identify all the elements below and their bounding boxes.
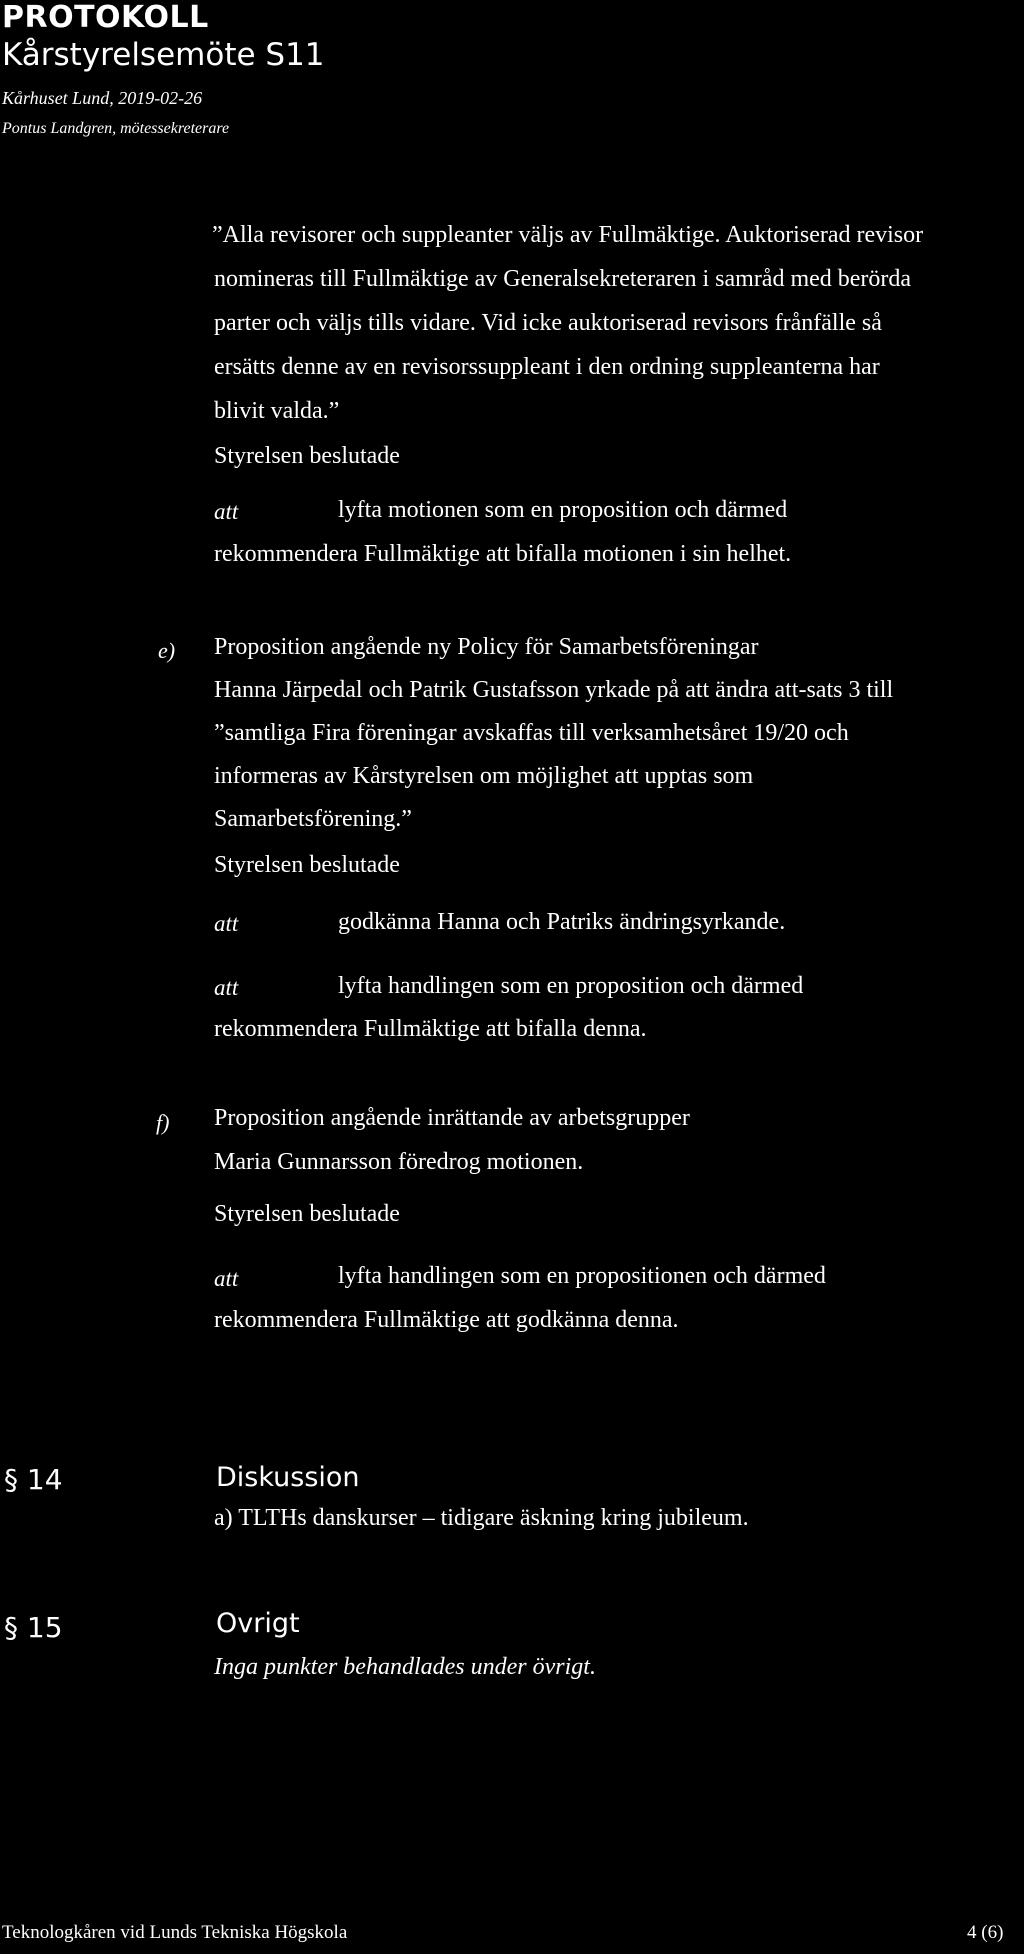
section-heading: Diskussion xyxy=(216,1462,360,1493)
decision-label: Styrelsen beslutade xyxy=(214,852,400,878)
item-line: Samarbetsförening.” xyxy=(214,806,412,832)
item-line: ”samtliga Fira föreningar avskaffas till verksamhetsåret 19/20 och xyxy=(214,720,849,746)
decision-text: rekommendera Fullmäktige att godkänna denna. xyxy=(214,1307,679,1333)
page-number: 4 (6) xyxy=(967,1922,1004,1943)
item-letter: f) xyxy=(156,1110,170,1135)
decision-text: lyfta handlingen som en propositionen och därmed xyxy=(338,1263,826,1289)
document-title: PROTOKOLL xyxy=(2,0,209,35)
secretary-line: Pontus Landgren, mötessekreterare xyxy=(2,120,230,137)
item-title: Proposition angående ny Policy för Samarbetsföreningar xyxy=(214,634,759,660)
section-item: a) TLTHs danskurser – tidigare äskning kring jubileum. xyxy=(214,1505,749,1531)
decision-label: Styrelsen beslutade xyxy=(214,1201,400,1227)
item-line: informeras av Kårstyrelsen om möjlighet att upptas som xyxy=(214,763,754,789)
section-number: § 15 xyxy=(4,1611,63,1644)
decision-text: rekommendera Fullmäktige att bifalla denna. xyxy=(214,1016,647,1042)
location-date: Kårhuset Lund, 2019-02-26 xyxy=(2,88,203,108)
quote-line: ersätts denne av en revisorssuppleant i den ordning suppleanterna har xyxy=(214,354,880,380)
section-heading: Ovrigt xyxy=(216,1608,300,1639)
section-note: Inga punkter behandlades under övrigt. xyxy=(214,1654,596,1680)
section-number: § 14 xyxy=(4,1463,63,1496)
decision-text: lyfta motionen som en proposition och därmed xyxy=(338,497,788,523)
decision-text: rekommendera Fullmäktige att bifalla motionen i sin helhet. xyxy=(214,541,792,567)
quote-line: blivit valda.” xyxy=(214,398,340,424)
item-line: Hanna Järpedal och Patrik Gustafsson yrkade på att ändra att-sats 3 till xyxy=(214,677,894,703)
decision-text: godkänna Hanna och Patriks ändringsyrkande. xyxy=(338,909,786,935)
item-title: Proposition angående inrättande av arbetsgrupper xyxy=(214,1105,690,1131)
decision-label: Styrelsen beslutade xyxy=(214,443,400,469)
att-keyword: att xyxy=(214,499,239,524)
decision-text: lyfta handlingen som en proposition och därmed xyxy=(338,973,804,999)
quote-line: nomineras till Fullmäktige av Generalsekreteraren i samråd med berörda xyxy=(214,266,912,292)
att-keyword: att xyxy=(214,911,239,936)
quote-line: ”Alla revisorer och suppleanter väljs av Fullmäktige. Auktoriserad revisor xyxy=(212,222,924,248)
quote-line: parter och väljs tills vidare. Vid icke auktoriserad revisors frånfälle så xyxy=(214,310,882,336)
meeting-name: Kårstyrelsemöte S11 xyxy=(2,37,325,73)
item-letter: e) xyxy=(158,638,176,663)
footer-organization: Teknologkåren vid Lunds Tekniska Högskola xyxy=(2,1922,348,1943)
att-keyword: att xyxy=(214,1266,239,1291)
att-keyword: att xyxy=(214,975,239,1000)
item-line: Maria Gunnarsson föredrog motionen. xyxy=(214,1149,584,1175)
